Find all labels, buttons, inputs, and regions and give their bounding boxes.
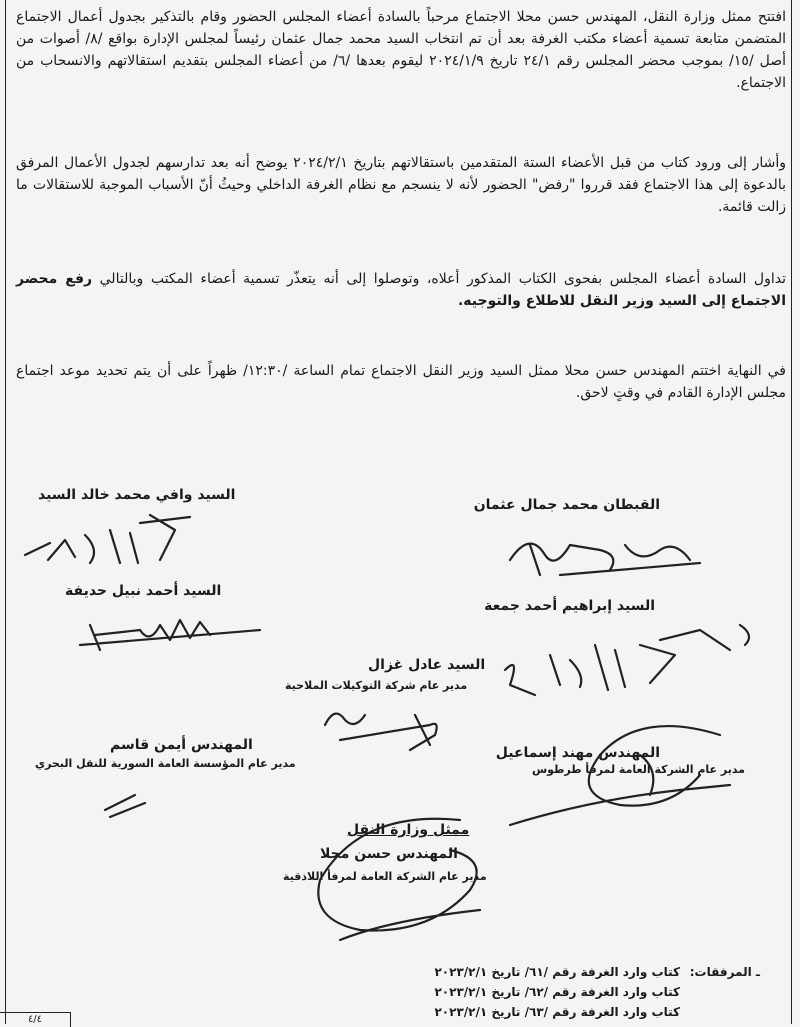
- attachment-item: كتاب وارد الغرفة رقم /٦١/ تاريخ ٢٠٢٣/٢/١: [434, 965, 680, 979]
- attachment-item: كتاب وارد الغرفة رقم /٦٣/ تاريخ ٢٠٢٣/٢/١: [434, 1005, 680, 1019]
- signatory-role: ممثل وزارة النقل: [347, 822, 470, 838]
- signatory-name: المهندس حسن محلا: [320, 846, 458, 862]
- signatory-name: القبطان محمد جمال عثمان: [473, 497, 660, 513]
- signature: [490, 715, 750, 845]
- signature: [95, 775, 175, 825]
- signatory-title: مدير عام شركة التوكيلات الملاحية: [285, 679, 468, 692]
- paragraph-closing: في النهاية اختتم المهندس حسن محلا ممثل السيد وزير النقل الاجتماع تمام الساعة /١٢:٣٠/ ظهراً على أن يتم تحديد موعد اجتماع مجلس الإدارة القادم في وقتٍ لاحق.: [16, 363, 786, 401]
- page-number: ٤/٤: [0, 1012, 71, 1027]
- attachment-item: كتاب وارد الغرفة رقم /٦٢/ تاريخ ٢٠٢٣/٢/١: [434, 985, 680, 999]
- signatory-title: مدير عام المؤسسة العامة السورية للنقل البحري: [35, 757, 296, 770]
- attachments-label: ـ المرفقات:: [689, 965, 760, 979]
- signatory-title: مدير عام الشركة العامة لمرفأ طرطوس: [531, 763, 745, 776]
- signature: [500, 525, 730, 585]
- signatory-name: السيد وافي محمد خالد السيد: [38, 487, 236, 503]
- decision-bold-text: رفع محضر الاجتماع إلى السيد وزير النقل للاطلاع والتوجيه.: [16, 271, 786, 309]
- paragraph-resignations: وأشار إلى ورود كتاب من قبل الأعضاء الستة المتقدمين باستقالاتهم بتاريخ ٢٠٢٤/٢/١ يوضح أنه بعد تدارسهم لجدول الأعمال المرفق بالدعوة إلى هذا الاجتماع فقد قرروا "رفض" الحضور لأنه لا ينسجم مع نظام الغرفة الداخلي وحيثُ أنّ الأسباب الموجبة للاستقالات ما زالت قائمة.: [16, 155, 787, 215]
- signature: [300, 810, 500, 950]
- signatory-name: السيد إبراهيم أحمد جمعة: [484, 598, 655, 614]
- decision-text: تداول السادة أعضاء المجلس بفحوى الكتاب المذكور أعلاه، وتوصلوا إلى أنه يتعذّر تسمية أعضاء المكتب وبالتالي: [92, 271, 786, 287]
- signature: [500, 615, 780, 705]
- paragraph-opening: افتتح ممثل وزارة النقل، المهندس حسن محلا الاجتماع مرحباً بالسادة أعضاء المجلس الحضور وقام بالتذكير بجدول أعمال الاجتماع المتضمن متابعة تسمية أعضاء مكتب الغرفة بعد أن تم انتخاب السيد محمد جمال عثمان رئيساً لمجلس الإدارة بواقع /٨/ أصوات من أصل /١٥/ بموجب محضر المجلس رقم ٢٤/١ تاريخ ٢٠٢٤/١/٩ ليقوم بعدها /٦/ من أعضاء المجلس بتقديم استقالاتهم والانسحاب من الاجتماع.: [16, 9, 787, 91]
- signature: [70, 600, 270, 655]
- signatory-name: المهندس مهند إسماعيل: [495, 745, 660, 761]
- paragraph-decision: [16, 268, 786, 312]
- signatory-name: المهندس أيمن قاسم: [110, 737, 253, 753]
- signatory-name: السيد أحمد نبيل حديفة: [65, 583, 222, 599]
- signature: [320, 700, 460, 760]
- signature: [20, 505, 200, 575]
- signatory-name: السيد عادل غزال: [368, 657, 486, 673]
- signatory-title: مدير عام الشركة العامة لمرفأ اللاذقية: [283, 870, 487, 883]
